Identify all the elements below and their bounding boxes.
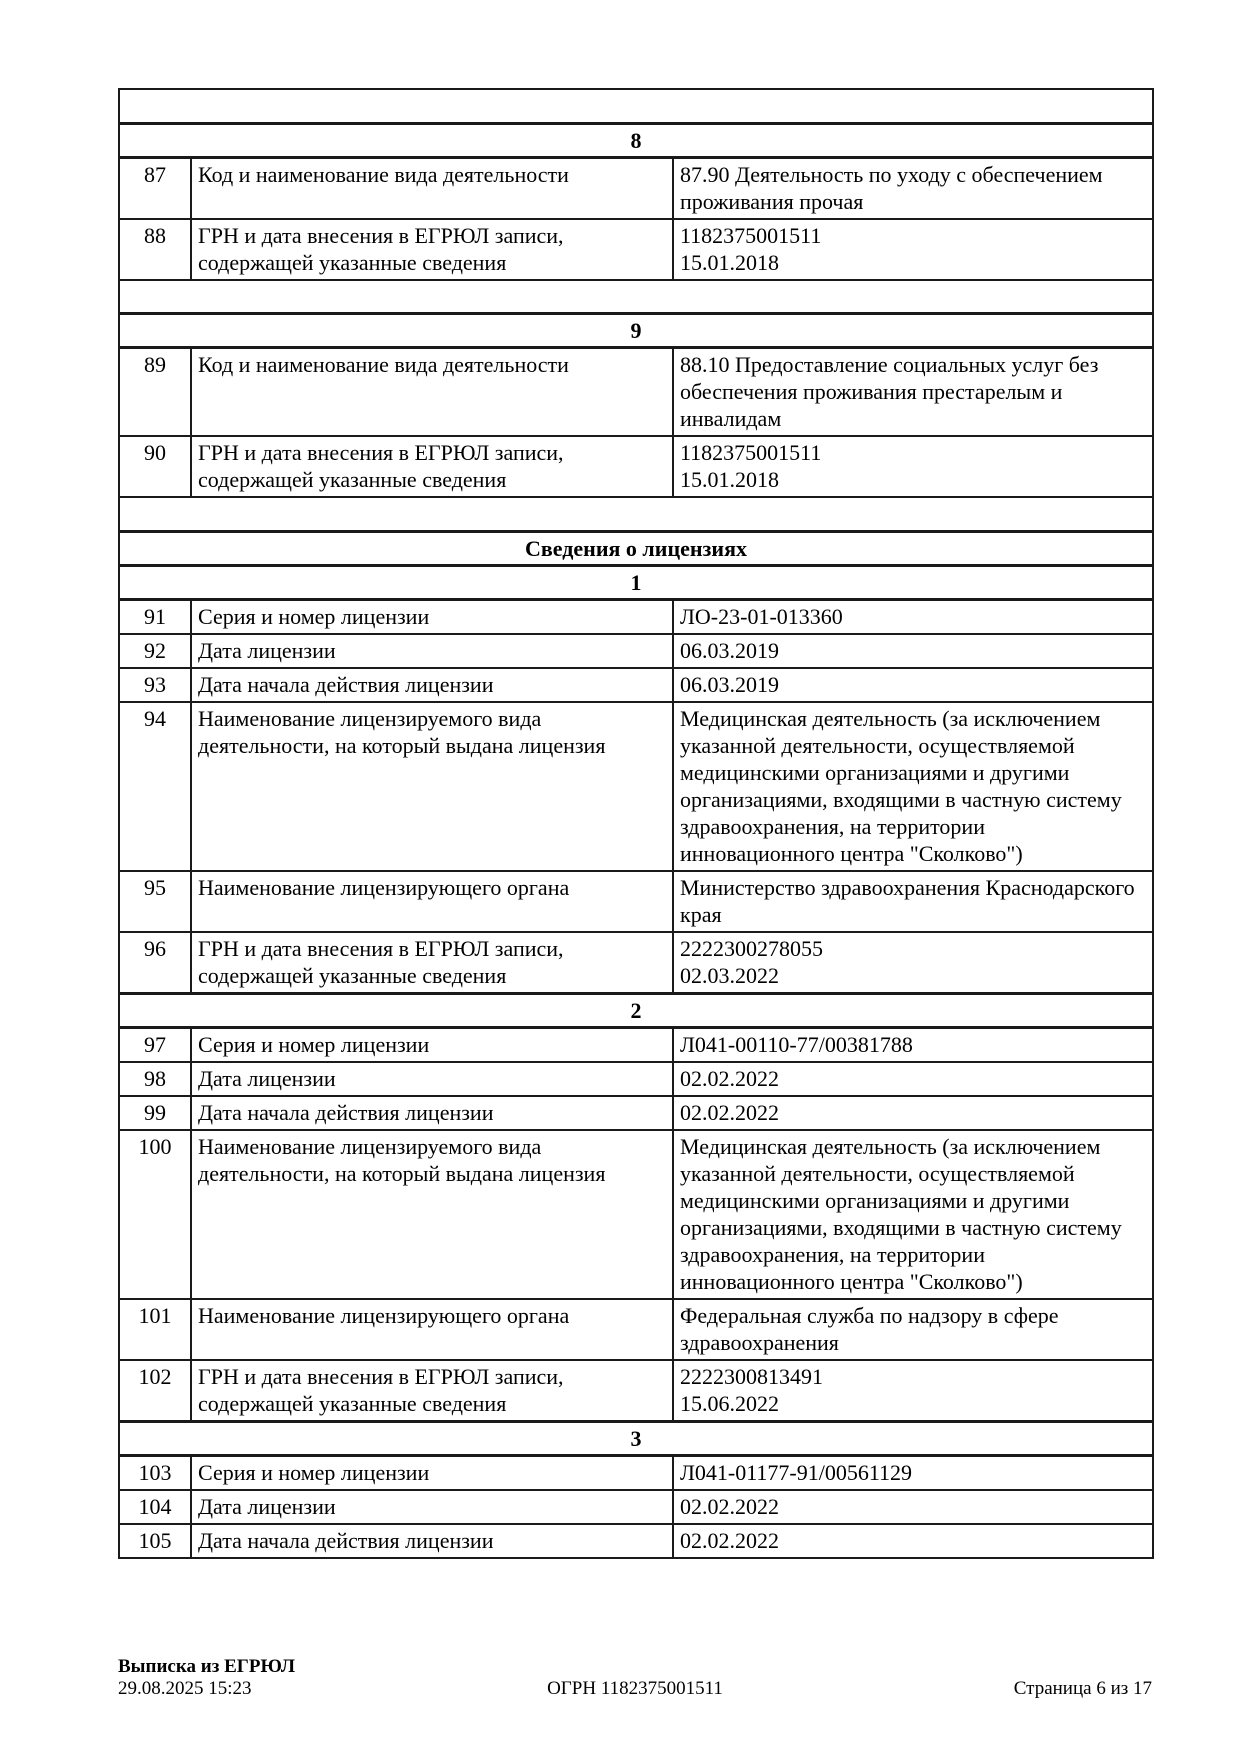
- footer-datetime: 29.08.2025 15:23: [118, 1678, 252, 1699]
- row-label: Серия и номер лицензии: [191, 599, 673, 634]
- row-number: 101: [119, 1299, 191, 1360]
- footer-ogrn: ОГРН 1182375001511: [547, 1678, 723, 1699]
- table-row-93: [119, 668, 1153, 702]
- row-value: [673, 436, 1153, 497]
- row-number: 89: [119, 348, 191, 437]
- row-label: Дата лицензии: [191, 634, 673, 668]
- section-number-label: 9: [119, 314, 1153, 348]
- row-value: [673, 871, 1153, 932]
- section-number-label: 2: [119, 993, 1153, 1027]
- value-line: Федеральная служба по надзору в сфере здравоохранения: [680, 1302, 1059, 1355]
- row-value: [673, 1027, 1153, 1062]
- row-label: Дата начала действия лицензии: [191, 1096, 673, 1130]
- row-value: [673, 348, 1153, 437]
- row-label: Наименование лицензируемого вида деятельности, на который выдана лицензия: [191, 702, 673, 871]
- value-line: Медицинская деятельность (за исключением указанной деятельности, осуществляемой медицинскими организациями и другими организациями, входящими в частную систему здравоохранения, на территории инновационного центра "Сколково"): [680, 1133, 1122, 1294]
- value-line: 88.10 Предоставление социальных услуг без обеспечения проживания престарелым и инвалидам: [680, 352, 1099, 431]
- row-label: ГРН и дата внесения в ЕГРЮЛ записи, содержащей указанные сведения: [191, 436, 673, 497]
- section-number-row: [119, 993, 1153, 1027]
- footer-left-block: [118, 1656, 463, 1700]
- table-row-99: [119, 1096, 1153, 1130]
- section-number-label: 8: [119, 123, 1153, 157]
- row-value: [673, 599, 1153, 634]
- spacer-row: [119, 89, 1153, 123]
- row-number: 94: [119, 702, 191, 871]
- row-number: 87: [119, 157, 191, 219]
- table-row-103: [119, 1455, 1153, 1490]
- table-row-87: [119, 157, 1153, 219]
- table-row-94: [119, 702, 1153, 871]
- row-label: Наименование лицензирующего органа: [191, 1299, 673, 1360]
- table-row-88: [119, 219, 1153, 280]
- row-number: 103: [119, 1455, 191, 1490]
- value-line: 06.03.2019: [680, 637, 779, 663]
- row-number: 96: [119, 932, 191, 994]
- value-line: Медицинская деятельность (за исключением указанной деятельности, осуществляемой медицинскими организациями и другими организациями, входящими в частную систему здравоохранения, на территории инновационного центра "Сколково"): [680, 705, 1122, 866]
- egrul-table: [118, 88, 1154, 1559]
- row-label: Дата начала действия лицензии: [191, 668, 673, 702]
- table-row-96: [119, 932, 1153, 994]
- row-value: [673, 1490, 1153, 1524]
- row-number: 90: [119, 436, 191, 497]
- section-number-label: 3: [119, 1421, 1153, 1455]
- section-number-label: 1: [119, 565, 1153, 599]
- value-line: 1182375001511: [680, 222, 822, 248]
- table-row-91: [119, 599, 1153, 634]
- row-label: Код и наименование вида деятельности: [191, 348, 673, 437]
- row-label: ГРН и дата внесения в ЕГРЮЛ записи, содержащей указанные сведения: [191, 219, 673, 280]
- value-line: 2222300813491: [680, 1363, 823, 1389]
- row-number: 105: [119, 1524, 191, 1558]
- value-line: 02.02.2022: [680, 1099, 779, 1125]
- section-number-row: [119, 565, 1153, 599]
- row-label: Наименование лицензируемого вида деятельности, на который выдана лицензия: [191, 1130, 673, 1299]
- row-value: [673, 1299, 1153, 1360]
- row-value: [673, 634, 1153, 668]
- table-row-101: [119, 1299, 1153, 1360]
- spacer-cell: [119, 89, 1153, 123]
- value-line: ЛО-23-01-013360: [680, 603, 843, 629]
- row-value: [673, 1455, 1153, 1490]
- row-number: 104: [119, 1490, 191, 1524]
- row-number: 88: [119, 219, 191, 280]
- row-number: 91: [119, 599, 191, 634]
- row-number: 99: [119, 1096, 191, 1130]
- row-number: 100: [119, 1130, 191, 1299]
- value-line: 1182375001511: [680, 440, 822, 465]
- page-footer: [118, 1656, 1152, 1700]
- row-value: [673, 1360, 1153, 1422]
- section-number-row: [119, 1421, 1153, 1455]
- table-row-92: [119, 634, 1153, 668]
- value-line: Министерство здравоохранения Краснодарского края: [680, 874, 1135, 927]
- value-line: 87.90 Деятельность по уходу с обеспечением проживания прочая: [680, 161, 1103, 214]
- table-row-104: [119, 1490, 1153, 1524]
- row-number: 95: [119, 871, 191, 932]
- row-value: [673, 1524, 1153, 1558]
- row-label: ГРН и дата внесения в ЕГРЮЛ записи, содержащей указанные сведения: [191, 1360, 673, 1422]
- row-number: 93: [119, 668, 191, 702]
- section-heading-row: [119, 531, 1153, 565]
- row-value: [673, 157, 1153, 219]
- value-line: 02.03.2022: [680, 962, 779, 988]
- row-label: ГРН и дата внесения в ЕГРЮЛ записи, содержащей указанные сведения: [191, 932, 673, 994]
- row-number: 98: [119, 1062, 191, 1096]
- row-value: [673, 1062, 1153, 1096]
- value-line: 02.02.2022: [680, 1493, 779, 1519]
- value-line: 02.02.2022: [680, 1527, 779, 1553]
- table-row-98: [119, 1062, 1153, 1096]
- spacer-cell: [119, 280, 1153, 314]
- value-line: 15.06.2022: [680, 1390, 779, 1416]
- egrul-table-body: [119, 89, 1153, 1558]
- table-row-105: [119, 1524, 1153, 1558]
- value-line: Л041-00110-77/00381788: [680, 1031, 913, 1057]
- row-value: [673, 1130, 1153, 1299]
- table-row-97: [119, 1027, 1153, 1062]
- section-number-row: [119, 123, 1153, 157]
- table-row-102: [119, 1360, 1153, 1422]
- row-label: Код и наименование вида деятельности: [191, 157, 673, 219]
- footer-page-indicator: Страница 6 из 17: [1013, 1678, 1153, 1699]
- section-number-row: [119, 314, 1153, 348]
- value-line: Л041-01177-91/00561129: [680, 1459, 913, 1485]
- row-value: [673, 668, 1153, 702]
- table-row-90: [119, 436, 1153, 497]
- table-row-89: [119, 348, 1153, 437]
- row-value: [673, 702, 1153, 871]
- row-label: Серия и номер лицензии: [191, 1027, 673, 1062]
- value-line: 15.01.2018: [680, 249, 779, 275]
- row-label: Дата лицензии: [191, 1062, 673, 1096]
- table-row-100: [119, 1130, 1153, 1299]
- row-value: [673, 1096, 1153, 1130]
- table-row-95: [119, 871, 1153, 932]
- spacer-row: [119, 280, 1153, 314]
- value-line: 15.01.2018: [680, 467, 779, 492]
- row-label: Наименование лицензирующего органа: [191, 871, 673, 932]
- row-value: [673, 932, 1153, 994]
- row-value: [673, 219, 1153, 280]
- value-line: 2222300278055: [680, 935, 823, 961]
- footer-document-title: Выписка из ЕГРЮЛ: [118, 1656, 296, 1677]
- row-number: 102: [119, 1360, 191, 1422]
- row-label: Дата лицензии: [191, 1490, 673, 1524]
- section-heading-label: Сведения о лицензиях: [119, 531, 1153, 565]
- row-number: 92: [119, 634, 191, 668]
- row-number: 97: [119, 1027, 191, 1062]
- spacer-row: [119, 497, 1153, 531]
- spacer-cell: [119, 497, 1153, 531]
- value-line: 02.02.2022: [680, 1065, 779, 1091]
- row-label: Серия и номер лицензии: [191, 1455, 673, 1490]
- row-label: Дата начала действия лицензии: [191, 1524, 673, 1558]
- value-line: 06.03.2019: [680, 671, 779, 697]
